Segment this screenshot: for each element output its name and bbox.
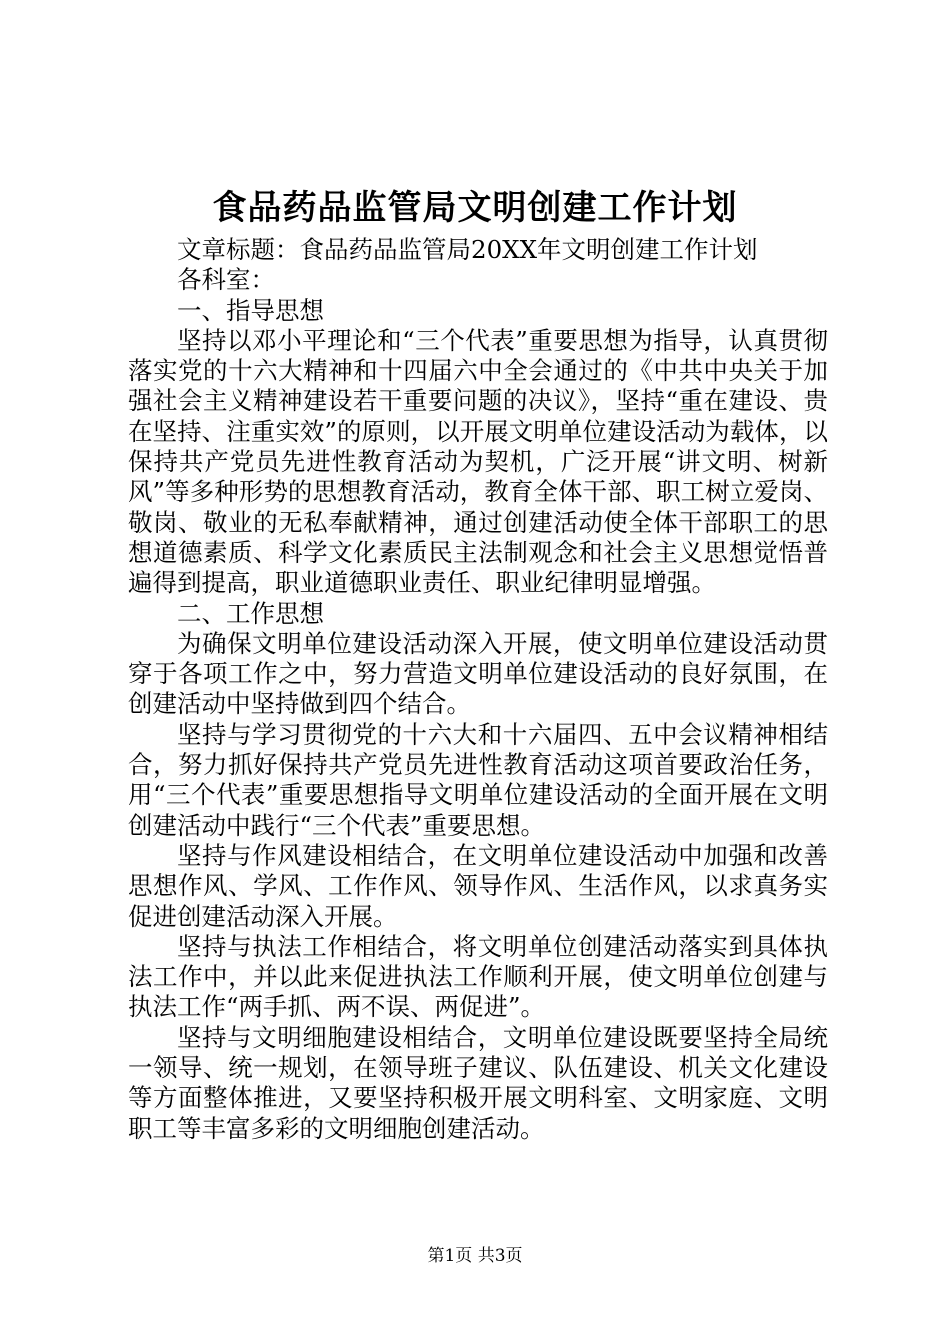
document-body: [128, 235, 828, 1144]
paragraph-combination-3: 坚持与执法工作相结合，将文明单位创建活动落实到具体执法工作中，并以此来促进执法工作顺利开展，使文明单位创建与执法工作“两手抓、两不误、两促进”。: [128, 931, 828, 1022]
section-heading-1: 一、指导思想: [177, 295, 324, 325]
paragraph-combination-4: 坚持与文明细胞建设相结合，文明单位建设既要坚持全局统一领导、统一规划，在领导班子建议、队伍建设、机关文化建设等方面整体推进，又要坚持积极开展文明科室、文明家庭、文明职工等丰富多彩的文明细胞创建活动。: [128, 1022, 828, 1143]
document-title: 食品药品监管局文明创建工作计划: [212, 188, 738, 228]
page-footer: 第1页 共3页: [427, 1246, 523, 1266]
paragraph-combination-1: 坚持与学习贯彻党的十六大和十六届四、五中会议精神相结合，努力抓好保持共产党员先进性教育活动这项首要政治任务，用“三个代表”重要思想指导文明单位建设活动的全面开展在文明创建活动中践行“三个代表”重要思想。: [128, 719, 828, 840]
paragraph-combination-2: 坚持与作风建设相结合，在文明单位建设活动中加强和改善思想作风、学风、工作作风、领导作风、生活作风，以求真务实促进创建活动深入开展。: [128, 840, 828, 931]
section-heading-2: 二、工作思想: [177, 598, 324, 628]
paragraph-guiding-thought: 坚持以邓小平理论和“三个代表”重要思想为指导，认真贯彻落实党的十六大精神和十四届六中全会通过的《中共中央关于加强社会主义精神建设若干重要问题的决议》，坚持“重在建设、贵在坚持、注重实效”的原则，以开展文明单位建设活动为载体，以保持共产党员先进性教育活动为契机，广泛开展“讲文明、树新风”等多种形势的思想教育活动，教育全体干部、职工树立爱岗、敬岗、敬业的无私奉献精神，通过创建活动使全体干部职工的思想道德素质、科学文化素质民主法制观念和社会主义思想觉悟普遍得到提高，职业道德职业责任、职业纪律明显增强。: [128, 325, 828, 598]
paragraph-work-thought: 为确保文明单位建设活动深入开展，使文明单位建设活动贯穿于各项工作之中，努力营造文明单位建设活动的良好氛围，在创建活动中坚持做到四个结合。: [128, 628, 828, 719]
salutation: 各科室：: [177, 265, 275, 295]
article-title-line: 文章标题：食品药品监管局20XX年文明创建工作计划: [177, 235, 758, 264]
